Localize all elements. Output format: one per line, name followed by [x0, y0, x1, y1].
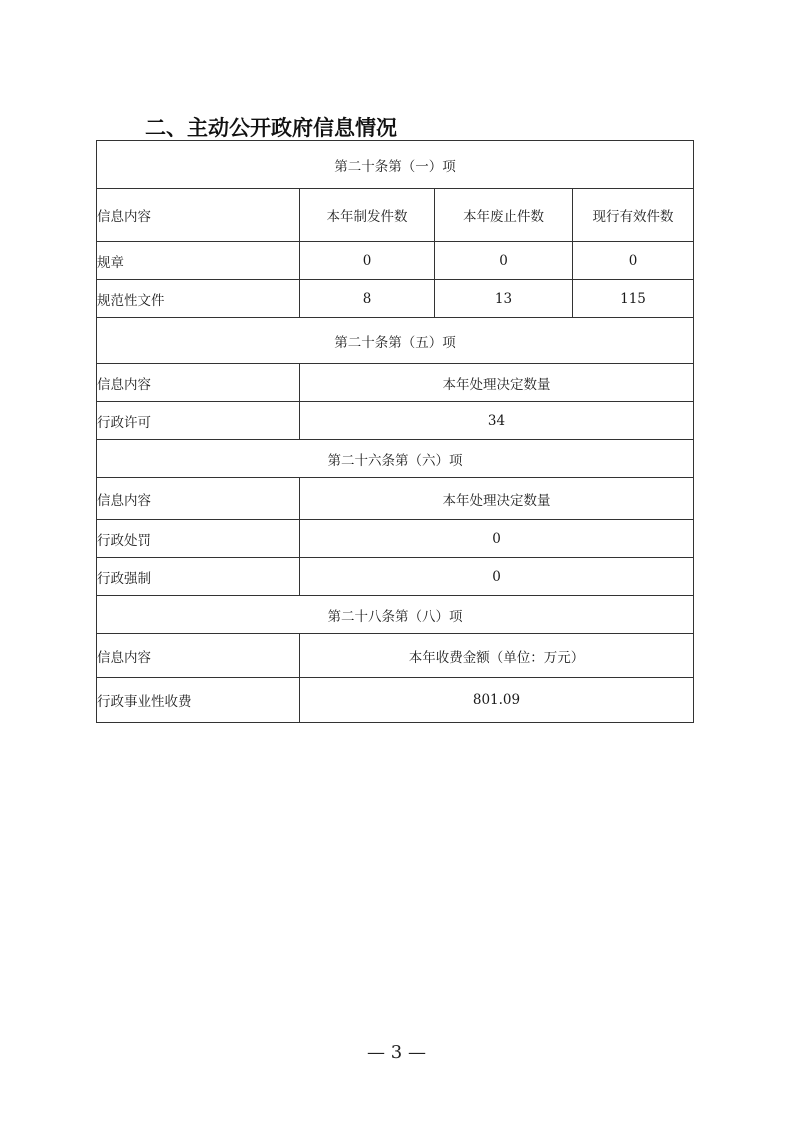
column-header: 信息内容	[97, 634, 300, 678]
page-heading: 二、主动公开政府信息情况	[145, 116, 397, 140]
column-header-row	[97, 478, 694, 520]
table-row	[97, 678, 694, 723]
disclosure-table	[96, 140, 694, 723]
row-label: 行政许可	[97, 402, 300, 440]
table-cell: 801.09	[300, 678, 694, 723]
section-title: 第二十八条第（八）项	[97, 596, 694, 634]
column-header: 信息内容	[97, 364, 300, 402]
column-header: 现行有效件数	[573, 189, 694, 242]
table-cell: 115	[573, 280, 694, 318]
page-number: — 3 —	[367, 1042, 426, 1063]
table-cell: 0	[300, 520, 694, 558]
section-title-row	[97, 318, 694, 364]
row-label: 规范性文件	[97, 280, 300, 318]
section-title: 第二十条第（五）项	[97, 318, 694, 364]
table-cell: 0	[573, 242, 694, 280]
row-label: 行政强制	[97, 558, 300, 596]
column-header: 本年处理决定数量	[300, 364, 694, 402]
table-cell: 8	[300, 280, 435, 318]
table-cell: 34	[300, 402, 694, 440]
column-header: 本年废止件数	[435, 189, 573, 242]
column-header: 本年处理决定数量	[300, 478, 694, 520]
column-header-row	[97, 189, 694, 242]
table-row	[97, 558, 694, 596]
table-cell: 13	[435, 280, 573, 318]
section-title: 第二十条第（一）项	[97, 141, 694, 189]
table-cell: 0	[300, 242, 435, 280]
column-header: 信息内容	[97, 189, 300, 242]
row-label: 行政处罚	[97, 520, 300, 558]
table-row	[97, 402, 694, 440]
column-header-row	[97, 364, 694, 402]
table-row	[97, 520, 694, 558]
column-header: 信息内容	[97, 478, 300, 520]
table-row	[97, 242, 694, 280]
row-label: 行政事业性收费	[97, 678, 300, 723]
column-header: 本年制发件数	[300, 189, 435, 242]
column-header: 本年收费金额（单位：万元）	[300, 634, 694, 678]
section-title-row	[97, 141, 694, 189]
section-title-row	[97, 440, 694, 478]
table-cell: 0	[435, 242, 573, 280]
table-row	[97, 280, 694, 318]
section-title-row	[97, 596, 694, 634]
table-cell: 0	[300, 558, 694, 596]
row-label: 规章	[97, 242, 300, 280]
section-title: 第二十六条第（六）项	[97, 440, 694, 478]
column-header-row	[97, 634, 694, 678]
